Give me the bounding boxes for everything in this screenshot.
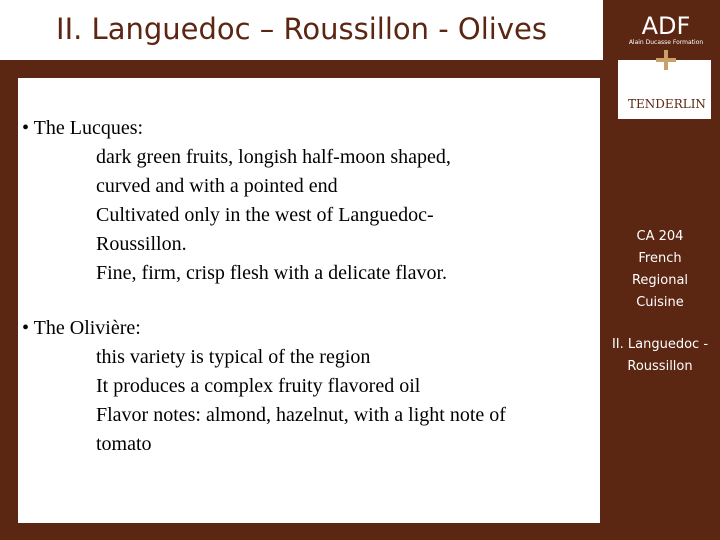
- adf-logo: [622, 10, 710, 46]
- bullet-marker: •: [22, 317, 30, 339]
- bullet-line: It produces a complex fruity flavored oil: [96, 375, 421, 397]
- bullet-line: curved and with a pointed end: [96, 175, 338, 197]
- bullet-separator: :: [137, 117, 144, 139]
- bullet-lucques: [22, 114, 451, 288]
- bullet-line: dark green fruits, longish half-moon shaped,: [96, 146, 451, 168]
- bullet-term: The Olivière: [33, 317, 136, 339]
- section-label: Roussillon: [627, 359, 693, 374]
- bullet-marker: •: [22, 117, 30, 139]
- course-subject: Regional: [631, 273, 689, 288]
- slide-title: II. Languedoc – Roussillon - Olives: [56, 12, 547, 46]
- tenderlin-logo-text: TENDERLIN: [628, 97, 706, 111]
- bullet-line: tomato: [96, 433, 152, 455]
- plus-icon: [656, 50, 676, 70]
- bullet-line: Cultivated only in the west of Languedoc-: [96, 204, 434, 226]
- bullet-heading: [22, 314, 506, 343]
- bullet-separator: :: [135, 317, 141, 339]
- tenderlin-logo: [628, 94, 706, 112]
- section-label: II. Languedoc -: [611, 337, 709, 352]
- course-kind: Cuisine: [636, 295, 684, 310]
- adf-logo-text: ADF: [641, 12, 691, 40]
- adf-logo-subtext: Alain Ducasse Formation: [628, 39, 704, 46]
- bullet-line: Fine, firm, crisp flesh with a delicate flavor.: [96, 262, 448, 284]
- bullet-line: Flavor notes: almond, hazelnut, with a light note of: [96, 404, 506, 426]
- bullet-heading: [22, 114, 451, 143]
- bullet-line: Roussillon.: [96, 233, 187, 255]
- bullet-term: The Lucques: [33, 117, 138, 139]
- bullet-line: this variety is typical of the region: [96, 346, 371, 368]
- course-name: French: [638, 251, 682, 266]
- course-code: CA 204: [636, 229, 684, 244]
- bullet-oliviere: [22, 314, 506, 459]
